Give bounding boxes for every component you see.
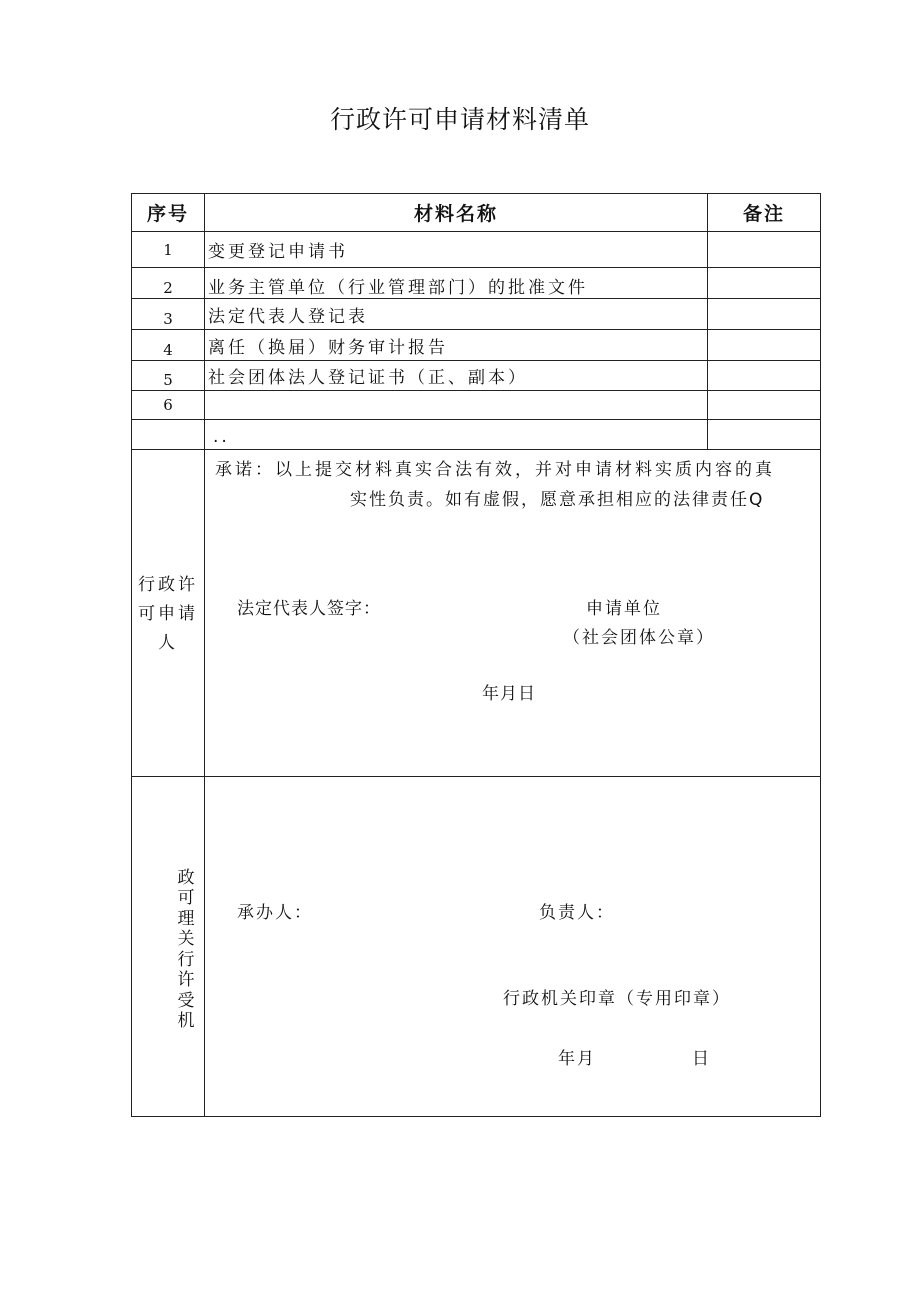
- row-num: 5: [132, 361, 205, 391]
- agency-content: [205, 777, 821, 1117]
- row-num: 6: [132, 391, 205, 420]
- table-header-row: [132, 194, 821, 232]
- table-row: [132, 391, 821, 420]
- table-row: [132, 232, 821, 268]
- row-note: [708, 361, 821, 391]
- row-name: 离任（换届）财务审计报告: [205, 330, 708, 361]
- handler-signature: 承办人：: [237, 903, 313, 923]
- applicant-unit: 申请单位: [586, 599, 662, 619]
- applicant-unit-seal: （社会团体公章）: [563, 628, 715, 648]
- materials-table: [131, 193, 821, 1117]
- agency-label: 政可理关行许受机: [177, 867, 195, 1031]
- legal-rep-signature: 法定代表人签字：: [237, 599, 381, 619]
- header-num: 序号: [132, 194, 205, 232]
- row-name: 法定代表人登记表: [205, 299, 708, 330]
- applicant-label-cell: [132, 450, 205, 777]
- applicant-date: 年月日: [482, 684, 536, 704]
- row-name: 社会团体法人登记证书（正、副本）: [205, 361, 708, 391]
- header-name: 材料名称: [205, 194, 708, 232]
- row-note: [708, 420, 821, 450]
- row-name: ..: [205, 420, 708, 450]
- pledge-line-1: 承诺：以上提交材料真实合法有效，并对申请材料实质内容的真: [215, 460, 775, 480]
- row-num: 1: [132, 232, 205, 268]
- row-name: 变更登记申请书: [205, 232, 708, 268]
- row-note: [708, 268, 821, 299]
- table-row: [132, 299, 821, 330]
- row-note: [708, 391, 821, 420]
- row-note: [708, 330, 821, 361]
- page-title: 行政许可申请材料清单: [329, 105, 590, 134]
- agency-date-year-month: 年月: [558, 1049, 596, 1069]
- table-row: [132, 268, 821, 299]
- table-row: [132, 330, 821, 361]
- agency-section: [132, 777, 821, 1117]
- row-name: 业务主管单位（行业管理部门）的批准文件: [205, 268, 708, 299]
- row-name: [205, 391, 708, 420]
- row-num: 3: [132, 299, 205, 330]
- header-note: 备注: [708, 194, 821, 232]
- applicant-label: 行政许可申请人: [138, 574, 198, 653]
- table-row: [132, 420, 821, 450]
- agency-label-cell: [132, 777, 205, 1117]
- person-in-charge-signature: 负责人：: [539, 903, 615, 923]
- row-note: [708, 299, 821, 330]
- pledge-line-2: 实性负责。如有虚假，愿意承担相应的法律责任Q: [350, 490, 765, 510]
- applicant-content: [205, 450, 821, 777]
- row-num: [132, 420, 205, 450]
- row-note: [708, 232, 821, 268]
- row-num: 4: [132, 330, 205, 361]
- applicant-section: [132, 450, 821, 777]
- agency-seal: 行政机关印章（专用印章）: [503, 989, 731, 1009]
- table-row: [132, 361, 821, 391]
- row-num: 2: [132, 268, 205, 299]
- agency-date-day: 日: [692, 1049, 712, 1069]
